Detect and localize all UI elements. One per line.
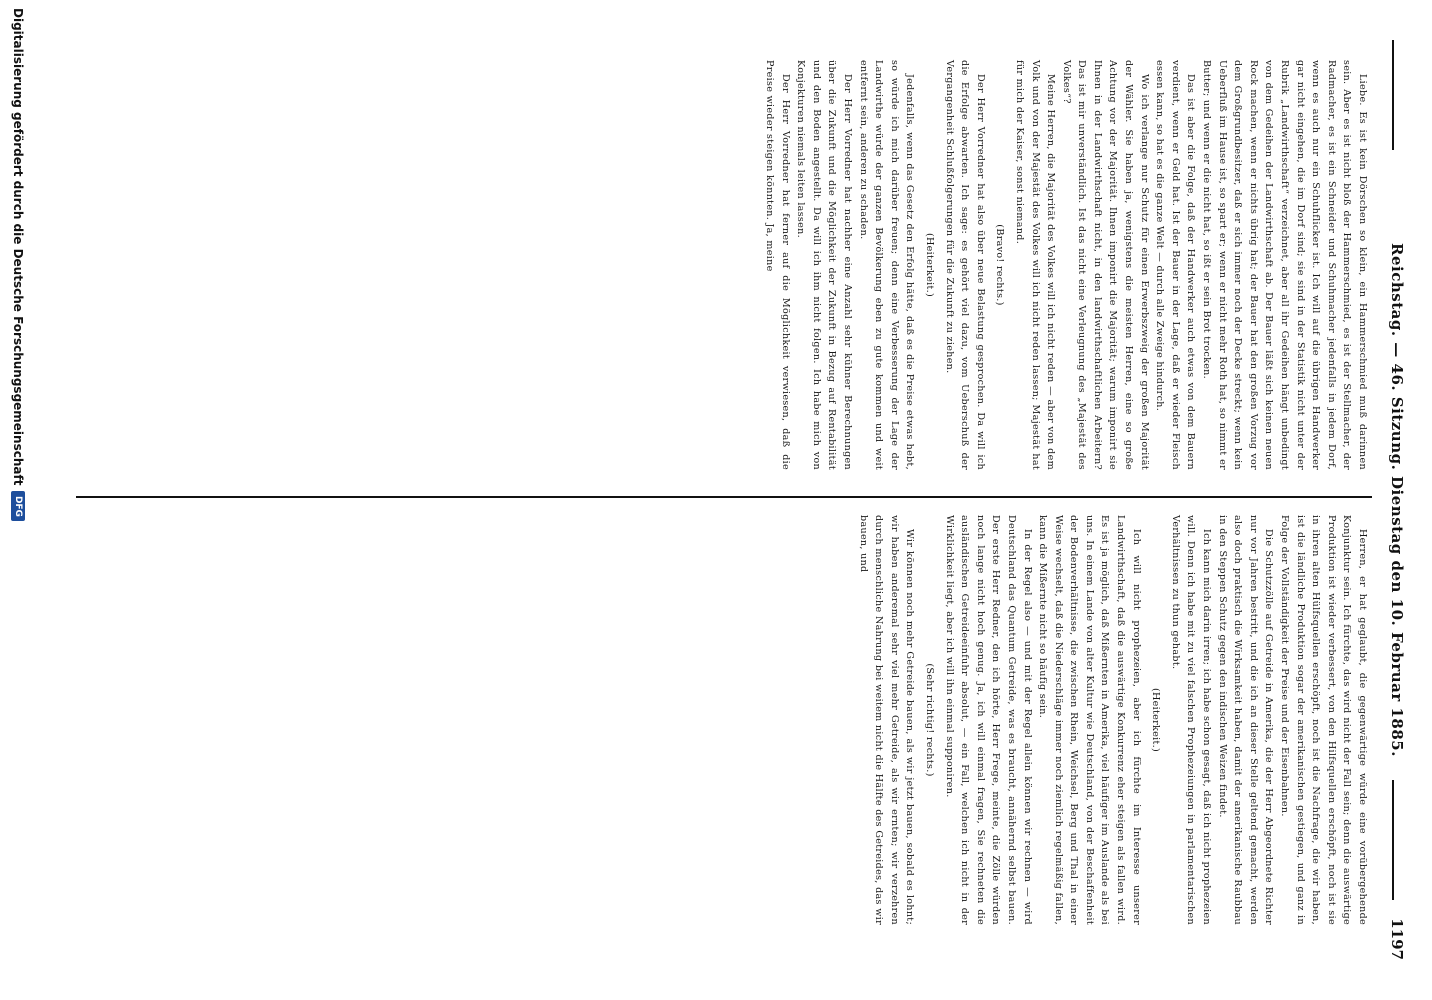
paragraph: Der Herr Vorredner hat also über neue Belastung gesprochen. Da will ich die Erfolge abwarten. Ich sage: es gehört viel dazu, vom Ueberschuß der Vergangenheit Schlußfolgerungen für die Zukunft zu ziehen.	[943, 60, 986, 470]
stage-direction: (Sehr richtig! rechts.)	[923, 663, 935, 777]
paragraph: In der Regel also — und mit der Regel allein können wir rechnen — wird Deutschland das Quantum Getreide, was es braucht, annähernd selbst bauen. Der erste Herr Redner, den ich hörte, Herr Frege, meinte, die Zölle würden noch lange nicht hoch genug. Ja, ich will einmal fragen, Sie rechneten die ausländischen Getreideeinfuhr absolut, — ein Fall, welchen ich nicht in der Wirklichkeit liegt, aber ich will ihn einmal supponiren.	[943, 515, 1033, 925]
paragraph: Der Herr Vorredner hat ferner auf die Möglichkeit verwiesen, daß die Preise wieder steigen könnten. Ja, meine	[764, 60, 791, 470]
stage-direction: (Heiterkeit.)	[1150, 687, 1162, 753]
digitization-credit	[8, 0, 28, 1000]
column-divider	[76, 496, 1372, 498]
header-rule-right	[1392, 780, 1394, 900]
paragraph: Die Schutzzölle auf Getreide in Amerika, die der Herr Abgeordnete Richter nur vor Jahren bestritt, und die ich an dieser Stelle geltend gemacht, werden also doch praktisch die Wirksamkeit haben, damit der amerikanische Raubbau in den Steppen Schutz gegen den indischen Weizen findet.	[1216, 515, 1275, 925]
page-header	[1378, 40, 1406, 960]
paragraph: Ich kann mich darin irren; ich habe schon gesagt, daß ich nicht prophezeien will. Denn ich habe mit zu viel falschen Prophezeiungen in parlamentarischen Verhältnissen zu thun gehabt.	[1169, 515, 1213, 925]
dfg-logo-icon: DFG	[11, 491, 25, 521]
stage-direction: (Heiterkeit.)	[923, 232, 935, 298]
paragraph: Ich will nicht prophezeien, aber ich fürchte im Interesse unserer Landwirthschaft, daß die auswärtige Konkurrenz eher steigen als fallen wird. Es ist ja möglich, daß Mißernten in Amerika, viel häufiger im Auslande als bei uns. In einem Lande von alter Kultur wie Deutschland, von der Beschaffenheit der Bodenverhältnisse, die zwischen Rhein, Weichsel, Berg und Thal in einer Weise wechselt, daß die Niederschläge immer noch ziemlich regelmäßig fallen, kann die Mißernte nicht so häufig sein.	[1037, 515, 1142, 925]
paragraph: Herren, er hat geglaubt, die gegenwärtige würde eine vorübergehende Konjunktur sein. Ich fürchte, das wird nicht der Fall sein; denn die auswärtige Produktion ist wieder verbessert, von den Hilfsquellen erschöpft, noch ist sie in ihren alten Hülfsquellen erschöpft, noch ist die Nachfrage, die wir haben, ist die ländliche Produktion sogar der amerikanischen gestiegen, und ganz in Folge der Vollständigkeit der Preise und der Eisenbahnen.	[1279, 515, 1368, 925]
paragraph: Wir können noch mehr Getreide bauen, als wir jetzt bauen, sobald es lohnt; wir haben anderemal sehr viel mehr Getreide, als wir ernten; wir verzehren durch menschliche Nahrung bei weitem nicht die Hälfte des Getreides, das wir bauen, und	[857, 515, 916, 925]
page-number: 1197	[1388, 918, 1406, 960]
left-column	[761, 60, 1370, 470]
stage-direction: (Bravo! rechts.)	[994, 224, 1006, 306]
paragraph: Das ist aber die Folge, daß der Handwerker auch etwas von dem Bauern verdient, wenn er Geld hat. Ist der Bauer in der Lage, daß er wieder Fleisch essen kann, so hat es die ganze Welt — durch alle Zweige hindurch.	[1154, 60, 1197, 470]
credit-text: Digitalisierung gefördert durch die Deutsche Forschungsgemeinschaft	[11, 8, 25, 486]
paragraph: Der Herr Vorredner hat nachher eine Anzahl sehr kühner Berechnungen über die Zukunft und die Möglichkeit der Zukunft in Bezug auf Rentabilität und den Boden angestellt. Da will ich ihm nicht folgen. Ich habe mich von Konjekturen niemals leiten lassen.	[795, 60, 853, 470]
paragraph: Wo ich verlange nur Schutz für einen Erwerbszweig der großen Majorität der Wähler. Sie haben ja, wenigstens die meisten Herren, eine so große Achtung vor der Majorität. Ihnen imponirt die Majorität; warum imponirt sie Ihnen in der Landwirthschaft nicht, in den landwirthschaftlichen Arbeitern? Das ist mir unverständlich. Ist das nicht eine Verleugnung des „Majestät des Volkes“?	[1060, 60, 1150, 470]
right-column	[855, 515, 1370, 925]
paragraph: Liebe. Es ist kein Dörschen so klein, ein Hammerschmied muß darinnen sein. Aber es ist nicht bloß der Hammerschmied, es ist der Stellmacher, der Radmacher, es ist ein Schneider und Schuhmacher jedenfalls in jedem Dorf, wenn es auch nur ein Schuhflicker ist. Ich will auf die übrigen Handwerker gar nicht eingehen, die im Dorf sind; sie sind in der Statistik nicht unter der Rubrik „Landwirthschaft“ verzeichnet, aber all ihr Gedeihen hängt unbedingt von dem Gedeihen der Landwirthschaft ab. Der Bauer läßt sich keinen neuen Rock machen, wenn er nichts übrig hat; der Bauer hat den großen Vorzug vor dem Großgrundbesitzer, daß er sich immer noch der Decke streckt; wenn kein Ueberfluß im Hause ist, so spart er; wenn er nicht mehr Roth hat, so nimmt er Butter; und wenn er die nicht hat, so ißt er sein Brot trocken.	[1201, 60, 1368, 470]
paragraph: Jedenfalls, wenn das Gesetz den Erfolg hätte, daß es die Preise etwas hebt, so würde ich mich darüber freuen; denn eine Verbesserung der Lage der Landwirthe würde der ganzen Bevölkerung eben zu gute kommen und weit entfernt sein, anderen zu schaden.	[857, 60, 916, 470]
paragraph: Meine Herren, die Majorität des Volkes will ich nicht reden — aber von dem Volk und von der Majestät des Volkes will ich nicht reden lassen; Majestät hat für mich der Kaiser, sonst niemand.	[1013, 60, 1057, 470]
header-title: Reichstag. — 46. Sitzung. Dienstag den 10. Februar 1885.	[1388, 243, 1406, 757]
